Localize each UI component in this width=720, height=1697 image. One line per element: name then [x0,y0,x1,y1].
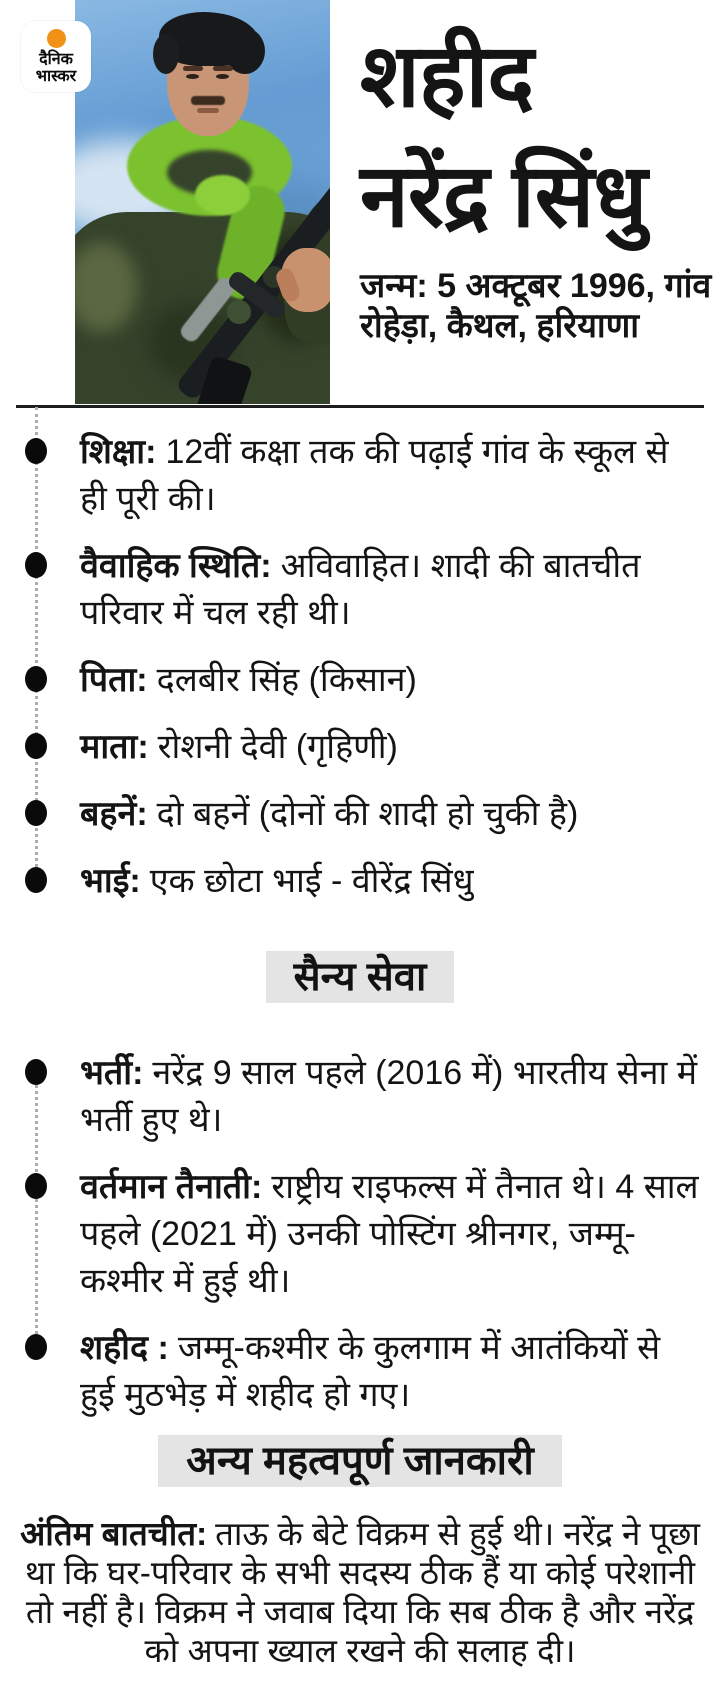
birth-label: जन्म: [360,267,428,305]
logo-text-line1: दैनिक [39,51,73,68]
list-item [25,1325,700,1419]
soldier-photo [75,0,330,404]
item-label: वर्तमान तैनाती: [80,1168,263,1206]
item-text: जम्मू-कश्मीर के कुलगाम में आतंकियों से हुई मुठभेड़ में शहीद हो गए। [80,1329,661,1414]
paragraph-text: ताऊ के बेटे विक्रम से हुई थी। नरेंद्र ने पूछा था कि घर-परिवार के सभी सदस्य ठीक हैं या कोई परेशानी तो नहीं है। विक्रम ने जवाब दिया कि सब ठीक है और नरेंद्र को अपना ख्याल रखने की सलाह दी। [24,1515,700,1669]
item-label: बहनें: [80,795,148,833]
title-line2: नरेंद्र सिंधु [360,146,647,245]
item-label: शिक्षा: [80,433,157,471]
bullet-marker [25,438,47,464]
item-text: राष्ट्रीय राइफल्स में तैनात थे। 4 साल पहले (2021 में) उनकी पोस्टिंग श्रीनगर, जम्मू-कश्मीर में हुई थी। [80,1168,699,1300]
bullet-marker [25,666,47,692]
list-item [25,657,700,704]
birth-info [360,266,714,346]
item-text: 12वीं कक्षा तक की पढ़ाई गांव के स्कूल से ही पूरी की। [80,433,669,518]
section-header-military [0,951,720,1003]
section-title: अन्य महत्वपूर्ण जानकारी [158,1435,561,1487]
item-label: भाई: [80,862,141,900]
title-line1: शहीद [360,26,534,125]
bullet-marker [25,1334,47,1360]
item-text: दो बहनें (दोनों की शादी हो चुकी है) [156,795,579,833]
bullet-marker [25,552,47,578]
section-header-other [0,1435,720,1487]
item-label: भर्ती: [80,1054,144,1092]
item-text: अविवाहित। शादी की बातचीत परिवार में चल रही थी। [80,547,641,632]
birth-text: 5 अक्टूबर 1996, गांव रोहेड़ा, कैथल, हरियाणा [360,267,712,345]
logo-text-line2: भास्कर [35,68,77,85]
list-item [25,543,700,637]
dainik-bhaskar-logo [21,21,91,92]
item-label: शहीद : [80,1329,169,1367]
bullet-marker [25,733,47,759]
bullet-marker [25,800,47,826]
page-title [360,16,716,256]
item-label: पिता: [80,661,148,699]
item-label: माता: [80,728,149,766]
item-text: रोशनी देवी (गृहिणी) [157,728,398,766]
list-item [25,1050,700,1144]
list-item [25,429,700,523]
item-text: नरेंद्र 9 साल पहले (2016 में) भारतीय सेना में भर्ती हुए थे। [80,1054,698,1139]
list-item [25,791,700,838]
brand-sun-icon [47,29,66,48]
family-info-list [0,407,720,925]
item-text: दलबीर सिंह (किसान) [156,661,417,699]
bullet-marker [25,1173,47,1199]
item-text: एक छोटा भाई - वीरेंद्र सिंधु [149,862,474,900]
military-info-list [0,1029,720,1439]
list-item [25,858,700,905]
bullet-marker [25,1059,47,1085]
bullet-marker [25,867,47,893]
list-item [25,1164,700,1305]
section-title: सैन्य सेवा [266,951,455,1003]
list-item [25,724,700,771]
paragraph-label: अंतिम बातचीत: [20,1515,208,1552]
last-conversation-paragraph [14,1514,706,1670]
item-label: वैवाहिक स्थिति: [80,547,272,585]
dotted-connector-line [35,1072,38,1347]
